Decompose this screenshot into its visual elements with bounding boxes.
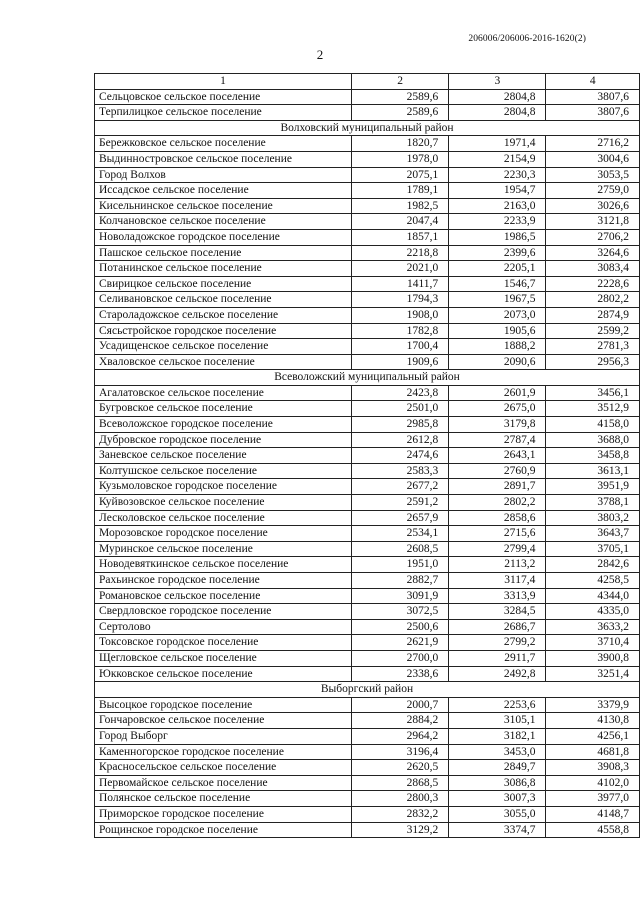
table-row: [95, 604, 640, 620]
settlement-name-cell: Куйвозовское сельское поселение: [95, 495, 352, 511]
settlement-name-cell: Пашское сельское поселение: [95, 245, 352, 261]
value-cell-col2: 2868,5: [351, 775, 448, 791]
table-row: [95, 307, 640, 323]
value-cell-col4: 2228,6: [546, 276, 640, 292]
settlement-name-cell: Красносельское сельское поселение: [95, 760, 352, 776]
value-cell-col3: 3055,0: [449, 806, 546, 822]
value-cell-col4: 2706,2: [546, 229, 640, 245]
value-cell-col4: 4558,8: [546, 822, 640, 838]
value-cell-col4: 2802,2: [546, 292, 640, 308]
value-cell-col2: 1794,3: [351, 292, 448, 308]
value-cell-col2: 3072,5: [351, 604, 448, 620]
settlement-name-cell: Сельцовское сельское поселение: [95, 89, 352, 105]
value-cell-col3: 3284,5: [449, 604, 546, 620]
table-row: [95, 635, 640, 651]
value-cell-col3: 2113,2: [449, 557, 546, 573]
document-code: 206006/206006-2016-1620(2): [468, 34, 586, 44]
value-cell-col2: 1951,0: [351, 557, 448, 573]
value-cell-col4: 3977,0: [546, 791, 640, 807]
value-cell-col4: 3951,9: [546, 479, 640, 495]
page-number: 2: [316, 47, 324, 62]
value-cell-col3: 2686,7: [449, 619, 546, 635]
value-cell-col4: 3688,0: [546, 432, 640, 448]
value-cell-col3: 2205,1: [449, 261, 546, 277]
value-cell-col3: 2715,6: [449, 526, 546, 542]
value-cell-col3: 3086,8: [449, 775, 546, 791]
value-cell-col4: 4681,8: [546, 744, 640, 760]
value-cell-col2: 1982,5: [351, 198, 448, 214]
settlement-name-cell: Новодевяткинское сельское поселение: [95, 557, 352, 573]
settlement-name-cell: Заневское сельское поселение: [95, 448, 352, 464]
table-row: [95, 806, 640, 822]
table-row: [95, 432, 640, 448]
table-row: [95, 448, 640, 464]
settlement-name-cell: Хваловское сельское поселение: [95, 354, 352, 370]
value-cell-col3: 3374,7: [449, 822, 546, 838]
section-header-row: [95, 120, 640, 136]
section-title: Всеволожский муниципальный район: [95, 370, 640, 386]
settlement-name-cell: Кисельнинское сельское поселение: [95, 198, 352, 214]
value-cell-col2: 2612,8: [351, 432, 448, 448]
table-row: [95, 588, 640, 604]
value-cell-col4: 3004,6: [546, 151, 640, 167]
settlement-name-cell: Кузьмоловское городское поселение: [95, 479, 352, 495]
value-cell-col3: 1954,7: [449, 183, 546, 199]
value-cell-col2: 2000,7: [351, 697, 448, 713]
settlement-name-cell: Бугровское сельское поселение: [95, 401, 352, 417]
settlement-name-cell: Токсовское городское поселение: [95, 635, 352, 651]
value-cell-col4: 4148,7: [546, 806, 640, 822]
value-cell-col4: 3705,1: [546, 541, 640, 557]
value-cell-col4: 3264,6: [546, 245, 640, 261]
settlement-name-cell: Селивановское сельское поселение: [95, 292, 352, 308]
header-cell-4: 4: [546, 74, 640, 90]
settlement-name-cell: Свердловское городское поселение: [95, 604, 352, 620]
value-cell-col3: 2163,0: [449, 198, 546, 214]
value-cell-col3: 2399,6: [449, 245, 546, 261]
value-cell-col3: 2601,9: [449, 385, 546, 401]
value-cell-col2: 2589,6: [351, 89, 448, 105]
value-cell-col4: 3251,4: [546, 666, 640, 682]
table-row: [95, 245, 640, 261]
value-cell-col4: 3643,7: [546, 526, 640, 542]
value-cell-col4: 4335,0: [546, 604, 640, 620]
table-row: [95, 385, 640, 401]
value-cell-col3: 2799,2: [449, 635, 546, 651]
table-row: [95, 619, 640, 635]
value-cell-col3: 2849,7: [449, 760, 546, 776]
value-cell-col3: 2804,8: [449, 89, 546, 105]
settlement-name-cell: Потанинское сельское поселение: [95, 261, 352, 277]
value-cell-col4: 3379,9: [546, 697, 640, 713]
settlement-name-cell: Староладожское сельское поселение: [95, 307, 352, 323]
section-header-row: [95, 682, 640, 698]
table-body: [95, 74, 640, 838]
settlement-name-cell: Каменногорское городское поселение: [95, 744, 352, 760]
value-cell-col3: 3182,1: [449, 728, 546, 744]
value-cell-col2: 1411,7: [351, 276, 448, 292]
value-cell-col4: 2716,2: [546, 136, 640, 152]
value-cell-col2: 2591,2: [351, 495, 448, 511]
table-row: [95, 198, 640, 214]
settlement-name-cell: Новоладожское городское поселение: [95, 229, 352, 245]
value-cell-col4: 3026,6: [546, 198, 640, 214]
value-cell-col4: 3807,6: [546, 89, 640, 105]
settlement-name-cell: Высоцкое городское поселение: [95, 697, 352, 713]
value-cell-col3: 2643,1: [449, 448, 546, 464]
table-row: [95, 339, 640, 355]
value-cell-col2: 2964,2: [351, 728, 448, 744]
value-cell-col3: 2760,9: [449, 463, 546, 479]
value-cell-col3: 3453,0: [449, 744, 546, 760]
value-cell-col2: 3196,4: [351, 744, 448, 760]
section-header-row: [95, 370, 640, 386]
value-cell-col4: 3613,1: [546, 463, 640, 479]
table-row: [95, 822, 640, 838]
settlement-name-cell: Романовское сельское поселение: [95, 588, 352, 604]
value-cell-col3: 1888,2: [449, 339, 546, 355]
value-cell-col2: 1820,7: [351, 136, 448, 152]
value-cell-col3: 2802,2: [449, 495, 546, 511]
value-cell-col4: 4258,5: [546, 573, 640, 589]
table-row: [95, 495, 640, 511]
settlement-name-cell: Полянское сельское поселение: [95, 791, 352, 807]
value-cell-col2: 2021,0: [351, 261, 448, 277]
value-cell-col3: 2154,9: [449, 151, 546, 167]
table-row: [95, 557, 640, 573]
table-row: [95, 183, 640, 199]
value-cell-col3: 1986,5: [449, 229, 546, 245]
table-row: [95, 89, 640, 105]
value-cell-col3: 2675,0: [449, 401, 546, 417]
value-cell-col3: 2858,6: [449, 510, 546, 526]
value-cell-col4: 2956,3: [546, 354, 640, 370]
table-row: [95, 292, 640, 308]
value-cell-col3: 2253,6: [449, 697, 546, 713]
header-cell-2: 2: [351, 74, 448, 90]
table-row: [95, 463, 640, 479]
value-cell-col2: 2677,2: [351, 479, 448, 495]
value-cell-col2: 1782,8: [351, 323, 448, 339]
value-cell-col3: 2787,4: [449, 432, 546, 448]
settlement-name-cell: Рахьинское городское поселение: [95, 573, 352, 589]
table-row: [95, 760, 640, 776]
value-cell-col2: 3129,2: [351, 822, 448, 838]
settlement-name-cell: Город Волхов: [95, 167, 352, 183]
table-row: [95, 650, 640, 666]
value-cell-col2: 3091,9: [351, 588, 448, 604]
value-cell-col4: 2599,2: [546, 323, 640, 339]
value-cell-col2: 2620,5: [351, 760, 448, 776]
value-cell-col2: 2218,8: [351, 245, 448, 261]
value-cell-col3: 2073,0: [449, 307, 546, 323]
settlement-name-cell: Приморское городское поселение: [95, 806, 352, 822]
value-cell-col4: 2874,9: [546, 307, 640, 323]
value-cell-col4: 3900,8: [546, 650, 640, 666]
table-row: [95, 510, 640, 526]
settlement-name-cell: Сертолово: [95, 619, 352, 635]
value-cell-col4: 3458,8: [546, 448, 640, 464]
value-cell-col2: 2985,8: [351, 417, 448, 433]
value-cell-col2: 2500,6: [351, 619, 448, 635]
value-cell-col4: 3053,5: [546, 167, 640, 183]
value-cell-col2: 2534,1: [351, 526, 448, 542]
value-cell-col4: 4130,8: [546, 713, 640, 729]
value-cell-col4: 2781,3: [546, 339, 640, 355]
value-cell-col4: 4256,1: [546, 728, 640, 744]
value-cell-col3: 2799,4: [449, 541, 546, 557]
value-cell-col4: 3512,9: [546, 401, 640, 417]
value-cell-col3: 2804,8: [449, 105, 546, 121]
value-cell-col3: 3105,1: [449, 713, 546, 729]
value-cell-col3: 1971,4: [449, 136, 546, 152]
settlement-name-cell: Колтушское сельское поселение: [95, 463, 352, 479]
table-row: [95, 354, 640, 370]
value-cell-col2: 1789,1: [351, 183, 448, 199]
value-cell-col3: 1546,7: [449, 276, 546, 292]
value-cell-col4: 4344,0: [546, 588, 640, 604]
value-cell-col2: 2621,9: [351, 635, 448, 651]
settlement-name-cell: Колчановское сельское поселение: [95, 214, 352, 230]
settlement-name-cell: Всеволожское городское поселение: [95, 417, 352, 433]
value-cell-col3: 3007,3: [449, 791, 546, 807]
table-row: [95, 151, 640, 167]
value-cell-col4: 3710,4: [546, 635, 640, 651]
settlement-name-cell: Терпилицкое сельское поселение: [95, 105, 352, 121]
value-cell-col3: 2492,8: [449, 666, 546, 682]
value-cell-col2: 1857,1: [351, 229, 448, 245]
table-row: [95, 573, 640, 589]
value-cell-col4: 3633,2: [546, 619, 640, 635]
value-cell-col3: 3313,9: [449, 588, 546, 604]
settlement-name-cell: Бережковское сельское поселение: [95, 136, 352, 152]
settlement-name-cell: Сясьстройское городское поселение: [95, 323, 352, 339]
settlement-name-cell: Агалатовское сельское поселение: [95, 385, 352, 401]
value-cell-col2: 2589,6: [351, 105, 448, 121]
table-row: [95, 526, 640, 542]
table-row: [95, 479, 640, 495]
table-row: [95, 728, 640, 744]
value-cell-col4: 4102,0: [546, 775, 640, 791]
value-cell-col4: 3121,8: [546, 214, 640, 230]
value-cell-col3: 1905,6: [449, 323, 546, 339]
value-cell-col2: 2832,2: [351, 806, 448, 822]
settlement-name-cell: Муринское сельское поселение: [95, 541, 352, 557]
value-cell-col2: 2423,8: [351, 385, 448, 401]
settlement-name-cell: Свирицкое сельское поселение: [95, 276, 352, 292]
settlement-name-cell: Первомайское сельское поселение: [95, 775, 352, 791]
table-row: [95, 775, 640, 791]
value-cell-col2: 2474,6: [351, 448, 448, 464]
table-row: [95, 417, 640, 433]
settlement-name-cell: Усадищенское сельское поселение: [95, 339, 352, 355]
settlement-name-cell: Юкковское сельское поселение: [95, 666, 352, 682]
value-cell-col4: 4158,0: [546, 417, 640, 433]
table-row: [95, 276, 640, 292]
value-cell-col2: 1700,4: [351, 339, 448, 355]
table-row: [95, 323, 640, 339]
table-row: [95, 697, 640, 713]
value-cell-col4: 3803,2: [546, 510, 640, 526]
value-cell-col4: 2842,6: [546, 557, 640, 573]
header-cell-1: 1: [95, 74, 352, 90]
value-cell-col4: 3807,6: [546, 105, 640, 121]
header-cell-3: 3: [449, 74, 546, 90]
table-row: [95, 229, 640, 245]
value-cell-col2: 1978,0: [351, 151, 448, 167]
value-cell-col4: 2759,0: [546, 183, 640, 199]
table-row: [95, 791, 640, 807]
value-cell-col4: 3908,3: [546, 760, 640, 776]
value-cell-col2: 2700,0: [351, 650, 448, 666]
value-cell-col2: 2657,9: [351, 510, 448, 526]
value-cell-col2: 1909,6: [351, 354, 448, 370]
settlement-name-cell: Выдинностровское сельское поселение: [95, 151, 352, 167]
value-cell-col3: 2233,9: [449, 214, 546, 230]
data-table: [94, 73, 640, 838]
value-cell-col2: 2047,4: [351, 214, 448, 230]
table-row: [95, 666, 640, 682]
settlement-name-cell: Морозовское городское поселение: [95, 526, 352, 542]
value-cell-col4: 3456,1: [546, 385, 640, 401]
settlement-name-cell: Лесколовское сельское поселение: [95, 510, 352, 526]
value-cell-col4: 3083,4: [546, 261, 640, 277]
value-cell-col2: 2501,0: [351, 401, 448, 417]
value-cell-col2: 1908,0: [351, 307, 448, 323]
table-header-row: [95, 74, 640, 90]
settlement-name-cell: Дубровское городское поселение: [95, 432, 352, 448]
value-cell-col2: 2882,7: [351, 573, 448, 589]
table-row: [95, 136, 640, 152]
settlement-name-cell: Город Выборг: [95, 728, 352, 744]
value-cell-col3: 3179,8: [449, 417, 546, 433]
table-row: [95, 713, 640, 729]
table-row: [95, 214, 640, 230]
table-row: [95, 167, 640, 183]
value-cell-col3: 2891,7: [449, 479, 546, 495]
value-cell-col3: 3117,4: [449, 573, 546, 589]
value-cell-col2: 2608,5: [351, 541, 448, 557]
value-cell-col4: 3788,1: [546, 495, 640, 511]
section-title: Выборгский район: [95, 682, 640, 698]
table-row: [95, 541, 640, 557]
table-row: [95, 105, 640, 121]
table-row: [95, 744, 640, 760]
section-title: Волховский муниципальный район: [95, 120, 640, 136]
table-row: [95, 401, 640, 417]
value-cell-col2: 2884,2: [351, 713, 448, 729]
value-cell-col3: 2090,6: [449, 354, 546, 370]
settlement-name-cell: Щегловское сельское поселение: [95, 650, 352, 666]
settlement-name-cell: Иссадское сельское поселение: [95, 183, 352, 199]
value-cell-col3: 2911,7: [449, 650, 546, 666]
settlement-name-cell: Гончаровское сельское поселение: [95, 713, 352, 729]
table-row: [95, 261, 640, 277]
value-cell-col3: 1967,5: [449, 292, 546, 308]
value-cell-col3: 2230,3: [449, 167, 546, 183]
value-cell-col2: 2338,6: [351, 666, 448, 682]
value-cell-col2: 2075,1: [351, 167, 448, 183]
settlement-name-cell: Рощинское городское поселение: [95, 822, 352, 838]
value-cell-col2: 2583,3: [351, 463, 448, 479]
value-cell-col2: 2800,3: [351, 791, 448, 807]
